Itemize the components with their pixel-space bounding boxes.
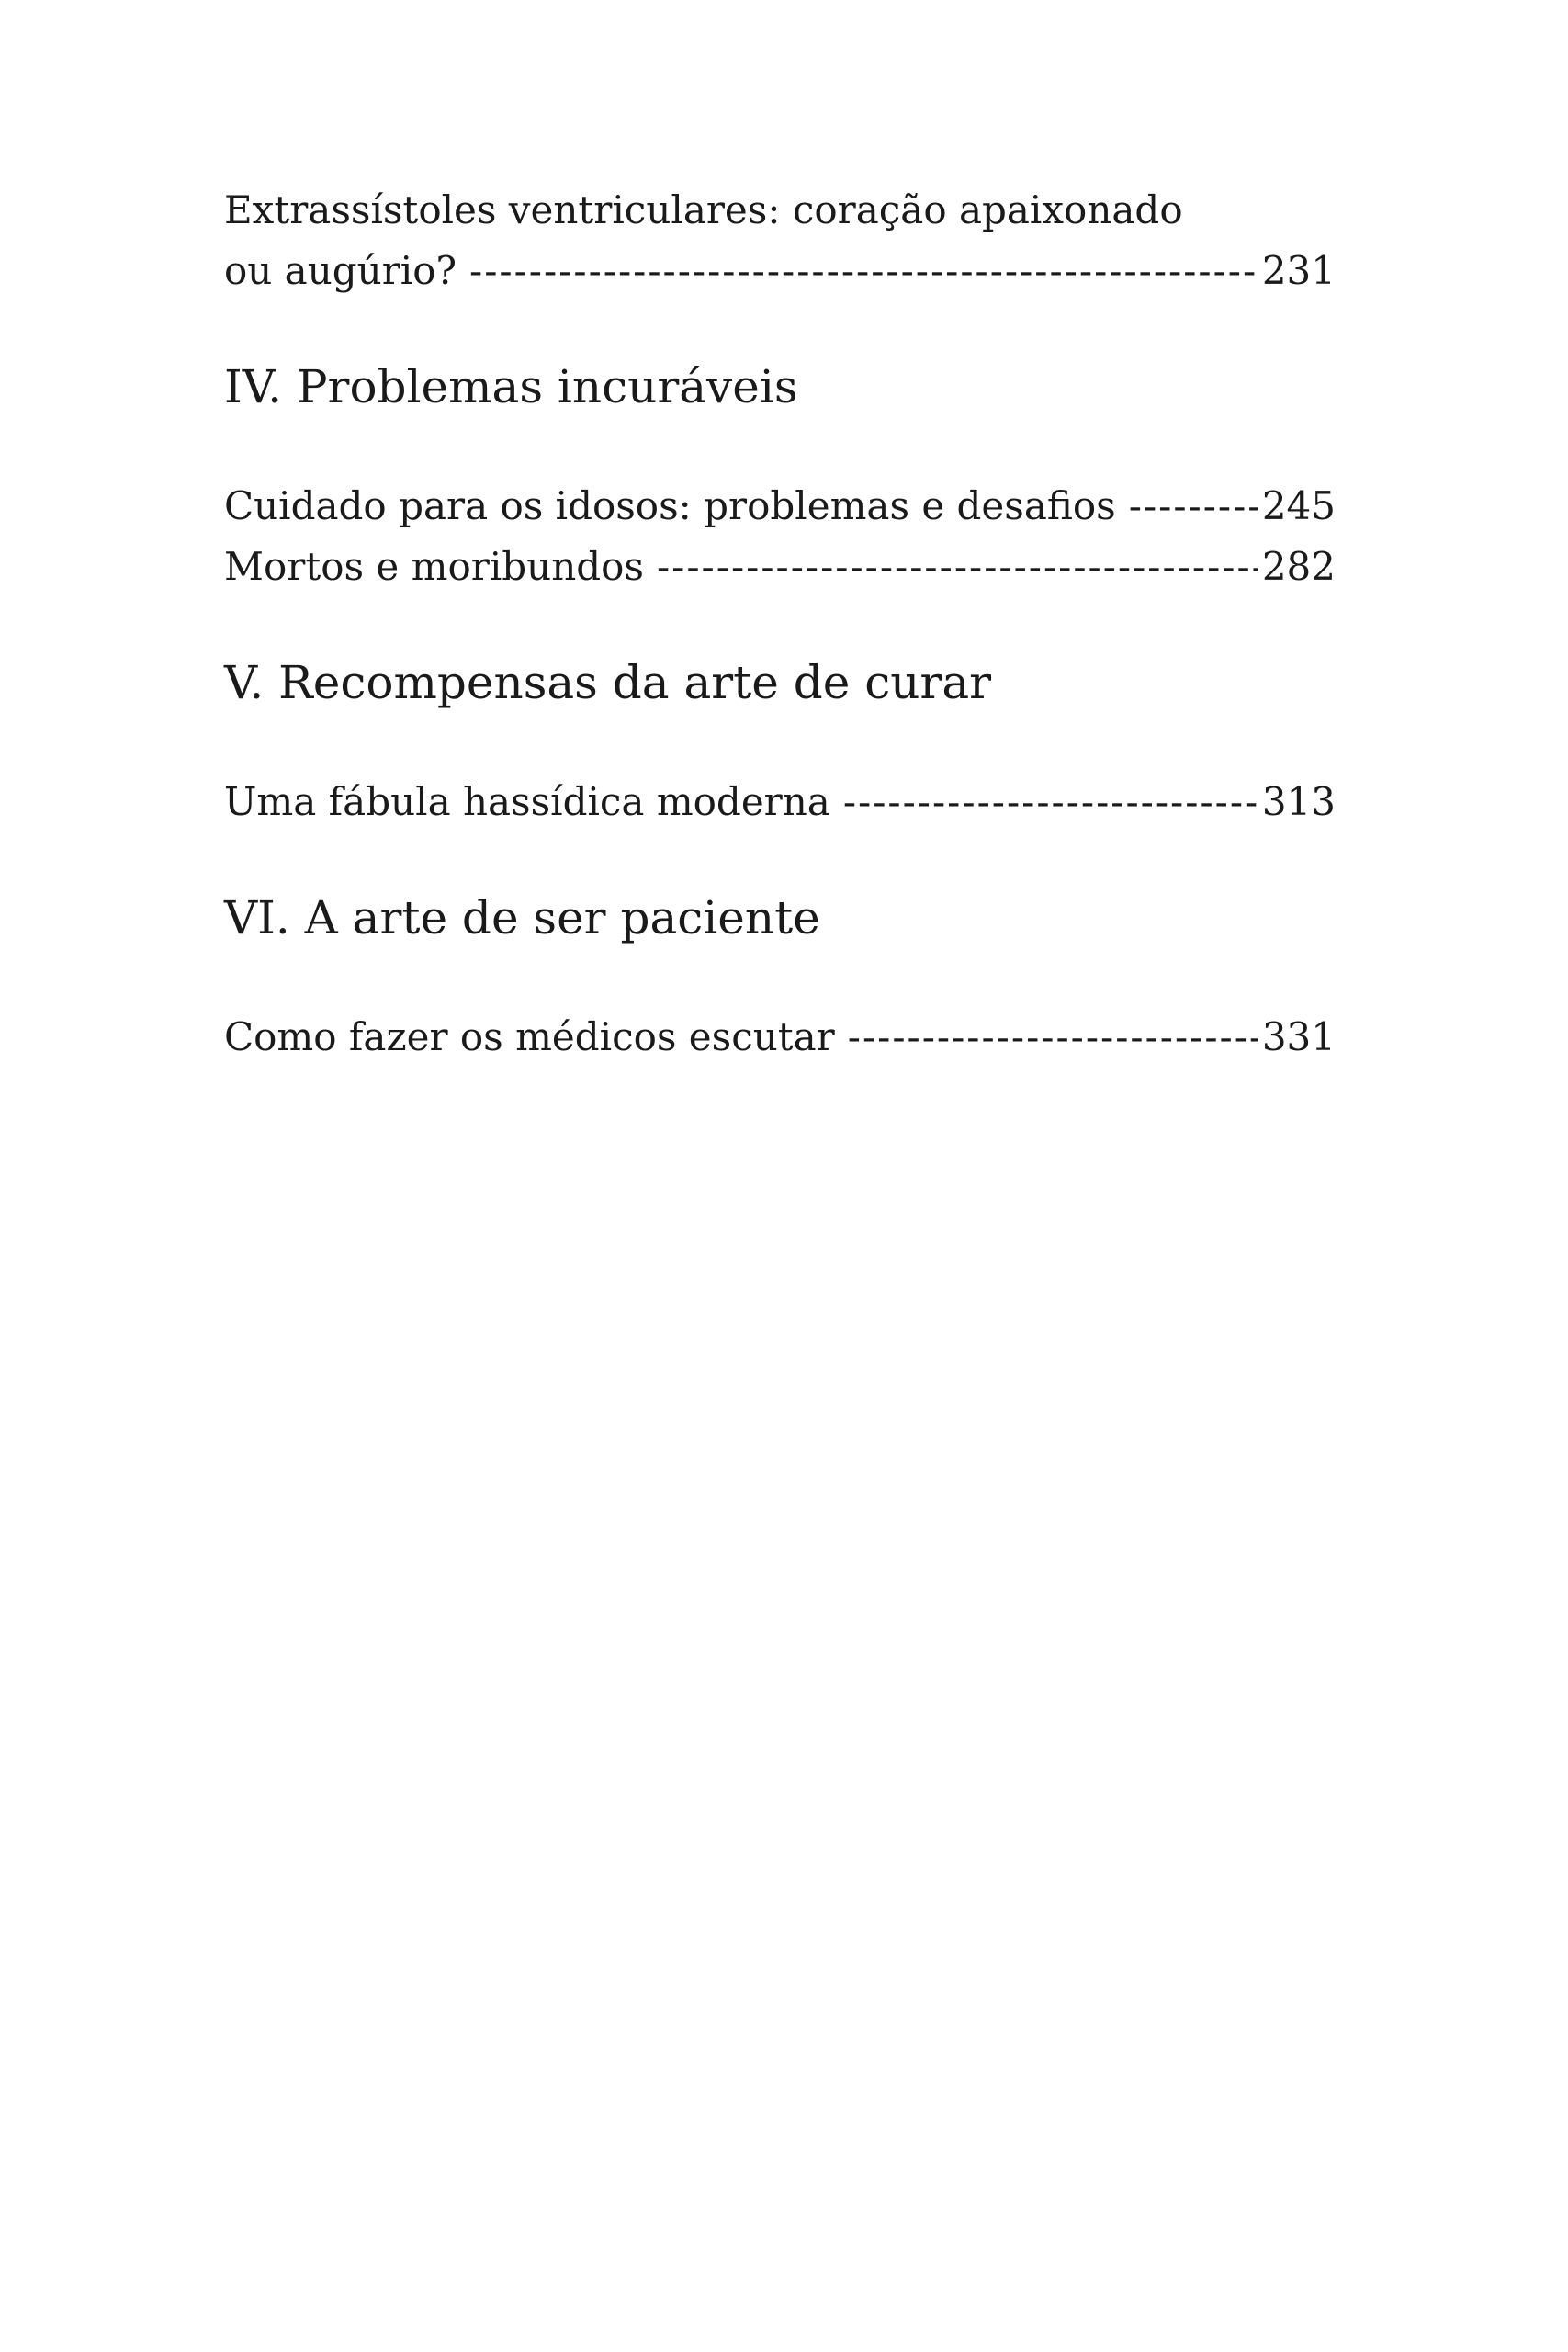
toc-entry-title: Cuidado para os idosos: problemas e desafios [224,483,1116,528]
dot-leader [657,537,1258,597]
page-number: 231 [1261,248,1336,293]
toc-entry-title: Mortos e moribundos [224,544,644,589]
page-number: 282 [1261,544,1336,589]
page-number: 313 [1261,779,1336,824]
table-of-contents [224,180,1336,1068]
toc-entry-title: Uma fábula hassídica moderna [224,779,830,824]
toc-entry-extrassistoles [224,180,1336,301]
toc-entry-idosos [224,476,1336,537]
page-number: 331 [1261,1014,1336,1059]
toc-entry-title-line2: ou augúrio? [224,248,457,293]
toc-entry-title: Como fazer os médicos escutar [224,1014,835,1059]
section-title-iv: IV. Problemas incuráveis [224,360,798,413]
toc-entry-title-line1: Extrassístoles ventriculares: coração apaixonado [224,187,1183,232]
toc-entry-line [224,1007,1336,1068]
dot-leader [848,1007,1258,1068]
toc-entry-fabula [224,772,1336,832]
page-number: 245 [1261,483,1336,528]
dot-leader [1129,476,1258,537]
toc-entry-medicos [224,1007,1336,1068]
section-title-v: V. Recompensas da arte de curar [224,656,992,709]
toc-entry-line [224,476,1336,537]
toc-entry-line [224,241,1336,301]
section-title-vi: VI. A arte de ser paciente [224,891,820,944]
toc-entry-line [224,537,1336,597]
toc-entry-mortos [224,537,1336,597]
dot-leader [469,241,1258,301]
dot-leader [843,772,1258,832]
toc-entry-line [224,772,1336,832]
